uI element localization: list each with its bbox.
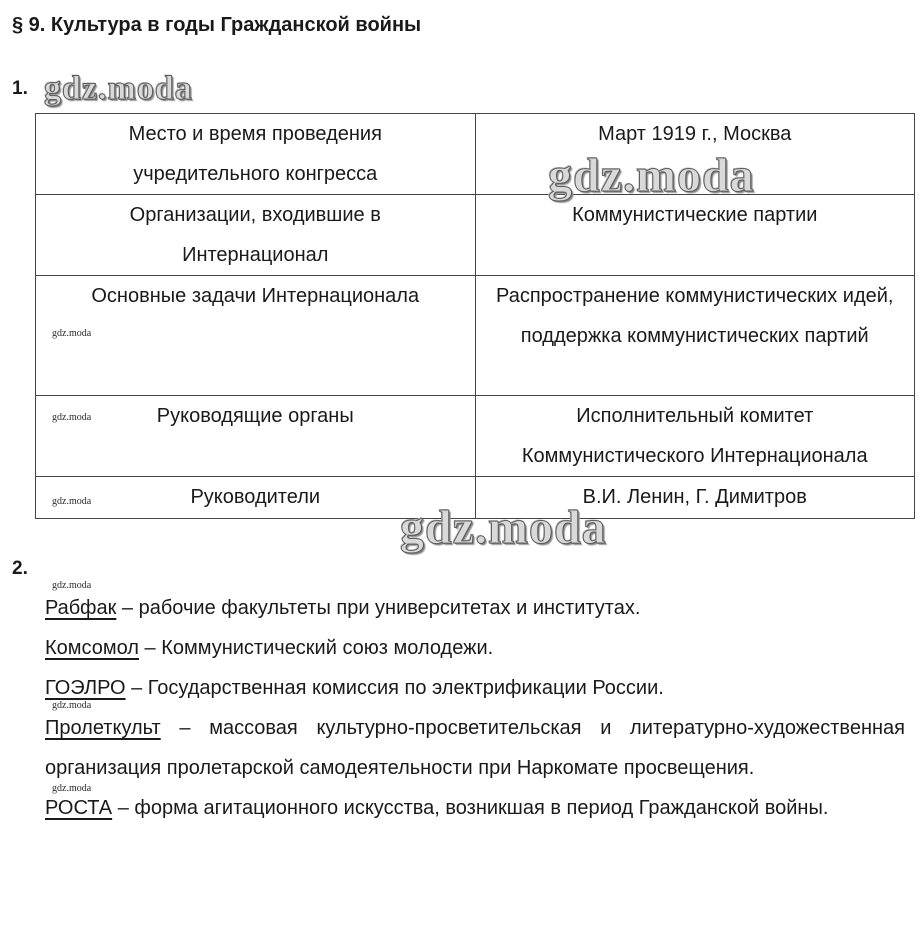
watermark-small: gdz.moda — [52, 580, 92, 591]
watermark-logo: gdz.moda — [44, 70, 193, 107]
definition-item — [45, 668, 905, 708]
definition-term: Комсомол — [45, 637, 139, 659]
definition-text: – рабочие факультеты при университетах и институтах. — [116, 597, 641, 619]
definition-item — [45, 628, 905, 668]
definition-term: РОСТА — [45, 797, 113, 819]
table-cell-value: Распространение коммунистических идей, поддержка коммунистических партий — [475, 276, 915, 396]
watermark-small: gdz.moda — [52, 496, 92, 507]
definition-term: ГОЭЛРО — [45, 677, 126, 699]
definition-item — [45, 788, 905, 828]
definition-term: Рабфак — [45, 597, 117, 619]
watermark-logo: gdz.moda — [400, 501, 607, 554]
international-table — [35, 113, 915, 519]
definition-text: – Коммунистический союз молодежи. — [138, 637, 494, 659]
table-row — [36, 396, 915, 477]
table-row — [36, 276, 915, 396]
table-cell-value: Исполнительный комитет Коммунистического Интернационала — [475, 396, 915, 477]
table-cell-label: Организации, входившие в Интернационал — [36, 195, 476, 276]
table-cell-label: Руководящие органы — [36, 396, 476, 477]
definition-text: – Государственная комиссия по электрификации России. — [125, 677, 664, 699]
table-row — [36, 114, 915, 195]
definition-term: Пролеткульт — [45, 717, 161, 739]
watermark-small: gdz.moda — [52, 412, 92, 423]
watermark-small: gdz.moda — [52, 328, 92, 339]
watermark-logo: gdz.moda — [548, 149, 755, 202]
table-cell-label: Руководители — [36, 477, 476, 519]
section-number-2: 2. — [12, 558, 28, 579]
definition-item — [45, 588, 905, 628]
page-title: § 9. Культура в годы Гражданской войны — [12, 14, 422, 36]
table-cell-value: Март 1919 г., Москва — [475, 114, 915, 195]
definition-text: – форма агитационного искусства, возникшая в период Гражданской войны. — [112, 797, 829, 819]
section-number-1: 1. — [12, 78, 28, 99]
watermark-small: gdz.moda — [52, 700, 92, 711]
table-cell-label: Место и время проведения учредительного конгресса — [36, 114, 476, 195]
watermark-small: gdz.moda — [52, 783, 92, 794]
definition-item — [45, 708, 905, 788]
definition-text: – массовая культурно-просветительская и литературно-художественная организация пролетарской самодеятельности при Наркомате просвещения. — [45, 717, 905, 779]
table-cell-value: Коммунистические партии — [475, 195, 915, 276]
table-cell-value: В.И. Ленин, Г. Димитров — [475, 477, 915, 519]
table-cell-label: Основные задачи Интернационала — [36, 276, 476, 396]
table-row — [36, 477, 915, 519]
definitions-list — [45, 588, 905, 828]
table-row — [36, 195, 915, 276]
